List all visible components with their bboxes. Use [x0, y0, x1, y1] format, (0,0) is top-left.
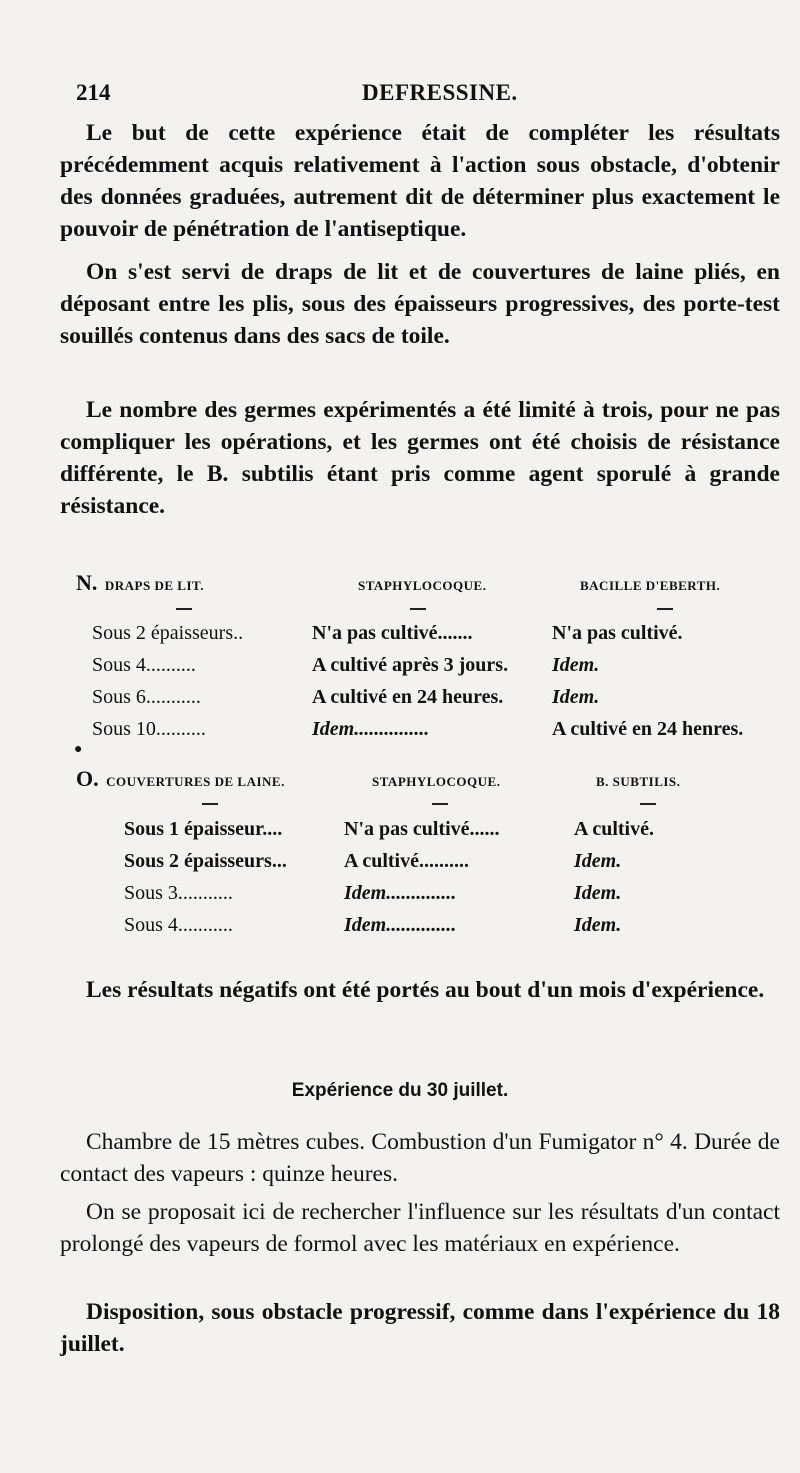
table-o-row2-subtilis: Idem. [574, 850, 622, 872]
table-o-row1-staph: N'a pas cultivé...... [344, 818, 500, 840]
table-o-row4-subtilis: Idem. [574, 914, 622, 936]
paragraph-2: On s'est servi de draps de lit et de couvertures de laine pliés, en déposant entre les plis, sous des épaisseurs progressives, des porte-test souillés contenus dans des sacs de toile. [60, 259, 780, 349]
bullet-mark: ● [74, 742, 83, 757]
table-n-row1-eberth: N'a pas cultivé. [552, 622, 683, 644]
paragraph-6: On se proposait ici de rechercher l'influence sur les résultats d'un contact prolongé des vapeurs de formol avec les matériaux en expérience. [60, 1199, 780, 1257]
running-head [76, 76, 776, 106]
table-n-row2-eberth: Idem. [552, 654, 600, 676]
paragraph-1: Le but de cette expérience était de compléter les résultats précédemment acquis relativement à l'action sous obstacle, d'obtenir des données graduées, autrement dit de déterminer plus exactement le pouvoir de pénétration de l'antiseptique. [60, 120, 780, 242]
section-title: Expérience du 30 juillet. [291, 1080, 509, 1101]
table-o-row4-staph: Idem.............. [344, 914, 457, 936]
table-o-row1-subtilis: A cultivé. [574, 818, 654, 840]
table-o-row3-label: Sous 3........... [124, 882, 233, 904]
table-o-row2-label: Sous 2 épaisseurs... [124, 850, 287, 872]
table-n-row1-staph: N'a pas cultivé....... [312, 622, 473, 644]
table-n-row4-label: Sous 10.......... [92, 718, 206, 740]
table-o-col3-header: B. SUBTILIS. [596, 774, 681, 789]
divider-dash [657, 608, 673, 610]
page-number: 214 [76, 80, 111, 105]
table-n-row1-label: Sous 2 épaisseurs.. [92, 622, 244, 644]
divider-dash [176, 608, 192, 610]
table-n-row4-staph: Idem............... [312, 718, 430, 740]
divider-dash [410, 608, 426, 610]
table-n-row4-eberth: A cultivé en 24 henres. [552, 718, 744, 740]
table-o-col2-header: STAPHYLOCOQUE. [372, 774, 501, 789]
table-o-row1-label: Sous 1 épaisseur.... [124, 818, 283, 840]
paragraph-7: Disposition, sous obstacle progressif, comme dans l'expérience du 18 juillet. [60, 1299, 780, 1357]
running-title: DEFRESSINE. [362, 80, 518, 105]
table-n-row2-staph: A cultivé après 3 jours. [312, 654, 509, 676]
table-o-row3-subtilis: Idem. [574, 882, 622, 904]
table-o-row2-staph: A cultivé.......... [344, 850, 469, 872]
table-n-col3-header: BACILLE D'EBERTH. [580, 578, 721, 593]
paragraph-3: Le nombre des germes expérimentés a été limité à trois, pour ne pas compliquer les opérations, et les germes ont été choisis de résistance différente, le B. subtilis étant pris comme agent sporulé à grande résistance. [60, 397, 780, 519]
divider-dash [202, 803, 218, 805]
table-n-row3-eberth: Idem. [552, 686, 600, 708]
table-n-row3-label: Sous 6........... [92, 686, 201, 708]
table-n-col1-header: N. DRAPS DE LIT. [76, 570, 204, 595]
table-n-col2-header: STAPHYLOCOQUE. [358, 578, 487, 593]
table-o-row3-staph: Idem.............. [344, 882, 457, 904]
table-o-col1-header: O. COUVERTURES DE LAINE. [76, 766, 285, 791]
table-o-row4-label: Sous 4........... [124, 914, 233, 936]
divider-dash [432, 803, 448, 805]
paragraph-5: Chambre de 15 mètres cubes. Combustion d'un Fumigator n° 4. Durée de contact des vapeurs : quinze heures. [60, 1129, 780, 1187]
divider-dash [640, 803, 656, 805]
table-n-row3-staph: A cultivé en 24 heures. [312, 686, 504, 708]
paragraph-4: Les résultats négatifs ont été portés au bout d'un mois d'expérience. [86, 977, 765, 1003]
table-n-row2-label: Sous 4.......... [92, 654, 196, 676]
